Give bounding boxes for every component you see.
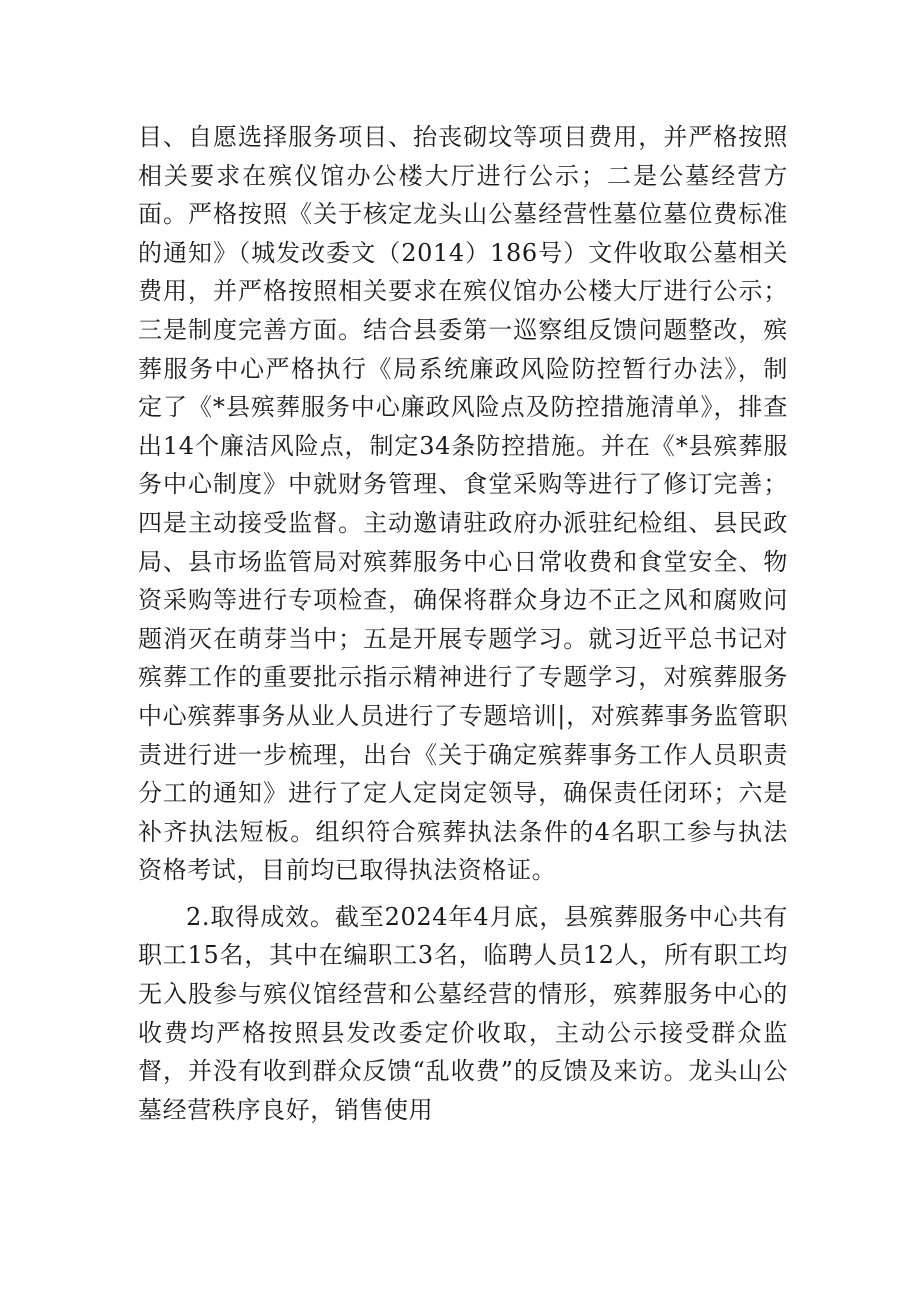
body-paragraph-2: 2.取得成效。截至2024年4月底，县殡葬服务中心共有职工15名，其中在编职工3名，临聘人员12人，所有职工均无入股参与殡仪馆经营和公墓经营的情形，殡葬服务中心的收费均严格按照县发改委定价收取，主动公示接受群众监督，并没有收到群众反馈“乱收费”的反馈及来访。龙头山公墓经营秩序良好，销售使用 bbox=[138, 902, 788, 1124]
document-body bbox=[138, 118, 788, 1129]
body-paragraph-1: 目、自愿选择服务项目、抬丧砌坟等项目费用，并严格按照相关要求在殡仪馆办公楼大厅进行公示；二是公墓经营方面。严格按照《关于核定龙头山公墓经营性墓位墓位费标准的通知》（城发改委文（2014）186号）文件收取公墓相关费用，并严格按照相关要求在殡仪馆办公楼大厅进行公示；三是制度完善方面。结合县委第一巡察组反馈问题整改，殡葬服务中心严格执行《局系统廉政风险防控暂行办法》，制定了《*县殡葬服务中心廉政风险点及防控措施清单》，排查出14个廉洁风险点，制定34条防控措施。并在《*县殡葬服务中心制度》中就财务管理、食堂采购等进行了修订完善；四是主动接受监督。主动邀请驻政府办派驻纪检组、县民政局、县市场监管局对殡葬服务中心日常收费和食堂安全、物资采购等进行专项检查，确保将群众身边不正之风和腐败问题消灭在萌芽当中；五是开展专题学习。就习近平总书记对殡葬工作的重要批示指示精神进行了专题学习，对殡葬服务中心殡葬事务从业人员进行了专题培训|，对殡葬事务监管职责进行进一步梳理，出台《关于确定殡葬事务工作人员职责分工的通知》进行了定人定岗定领导，确保责任闭环；六是补齐执法短板。组织符合殡葬执法条件的4名职工参与执法资格考试，目前均已取得执法资格证。 bbox=[138, 123, 788, 885]
